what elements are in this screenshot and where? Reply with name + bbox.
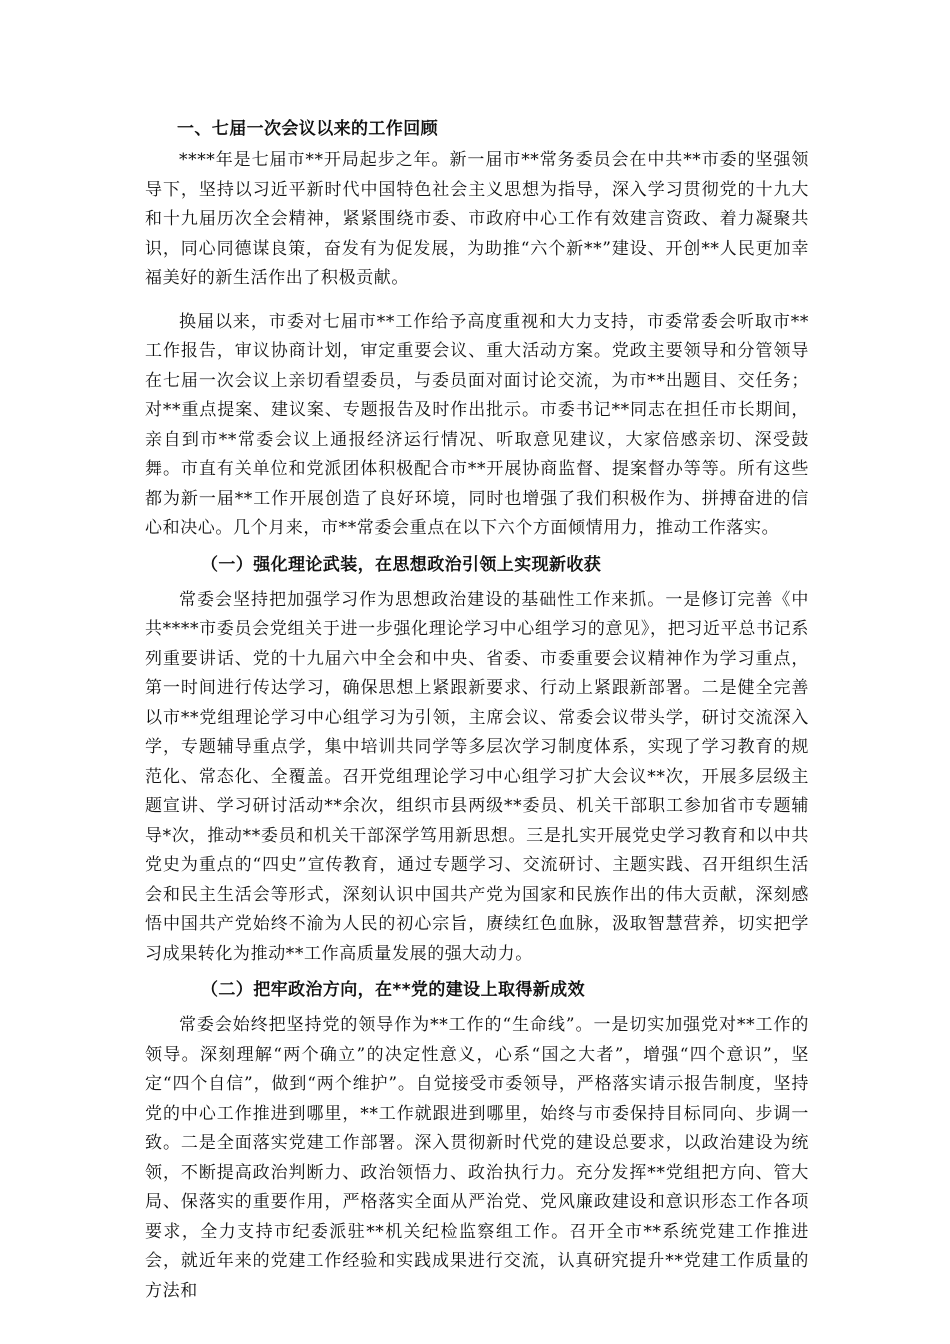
subsection-1-body: 常委会坚持把加强学习作为思想政治建设的基础性工作来抓。一是修订完善《中共****市委员会党组关于进一步强化理论学习中心组学习的意见》，把习近平总书记系列重要讲话、党的十九届六中全会和中央、省委、市委重要会议精神作为学习重点，第一时间进行传达学习，确保思想上紧跟新要求、行动上紧跟新部署。二是健全完善以市**党组理论学习中心组学习为引领，主席会议、常委会议带头学，研讨交流深入学，专题辅导重点学，集中培训共同学等多层次学习制度体系，实现了学习教育的规范化、常态化、全覆盖。召开党组理论学习中心组学习扩大会议**次，开展多层级主题宣讲、学习研讨活动**余次，组织市县两级**委员、机关干部职工参加省市专题辅导*次，推动**委员和机关干部深学笃用新思想。三是扎实开展党史学习教育和以中共党史为重点的“四史”宣传教育，通过专题学习、交流研讨、主题实践、召开组织生活会和民主生活会等形式，深刻认识中国共产党为国家和民族作出的伟大贡献，深刻感悟中国共产党始终不渝为人民的初心宗旨，赓续红色血脉，汲取智慧营养，切实把学习成果转化为推动**工作高质量发展的强大动力。 <box>145 589 809 964</box>
paragraph-intro: ****年是七届市**开局起步之年。新一届市**常务委员会在中共**市委的坚强领导下，坚持以习近平新时代中国特色社会主义思想为指导，深入学习贯彻党的十九大和十九届历次全会精神，紧紧围绕市委、市政府中心工作有效建言资政、着力凝聚共识，同心同德谋良策，奋发有为促发展，为助推“六个新**”建设、开创**人民更加幸福美好的新生活作出了积极贡献。 <box>145 150 809 288</box>
subsection-2-body: 常委会始终把坚持党的领导作为**工作的“生命线”。一是切实加强党对**工作的领导。深刻理解“两个确立”的决定性意义，心系“国之大者”，增强“四个意识”，坚定“四个自信”，做到“两个维护”。自觉接受市委领导，严格落实请示报告制度，坚持党的中心工作推进到哪里，**工作就跟进到哪里，始终与市委保持目标同向、步调一致。二是全面落实党建工作部署。深入贯彻新时代党的建设总要求，以政治建设为统领，不断提高政治判断力、政治领悟力、政治执行力。充分发挥**党组把方向、管大局、保落实的重要作用，严格落实全面从严治党、党风廉政建设和意识形态工作各项要求，全力支持市纪委派驻**机关纪检监察组工作。召开全市**系统党建工作推进会，就近年来的党建工作经验和实践成果进行交流，认真研究提升**党建工作质量的方法和 <box>145 1015 809 1301</box>
document-page <box>145 112 809 1306</box>
paragraph-support: 换届以来，市委对七届市**工作给予高度重视和大力支持，市委常委会听取市**工作报告，审议协商计划，审定重要会议、重大活动方案。党政主要领导和分管领导在七届一次会议上亲切看望委员，与委员面对面讨论交流，为市**出题目、交任务；对**重点提案、建议案、专题报告及时作出批示。市委书记**同志在担任市长期间，亲自到市**常委会议上通报经济运行情况、听取意见建议，大家倍感亲切、深受鼓舞。市直有关单位和党派团体积极配合市**开展协商监督、提案督办等等。所有这些都为新一届**工作开展创造了良好环境，同时也增强了我们积极作为、拼搏奋进的信心和决心。几个月来，市**常委会重点在以下六个方面倾情用力，推动工作落实。 <box>145 311 809 538</box>
section-title: 一、七届一次会议以来的工作回顾 <box>177 119 438 139</box>
paragraph-gap <box>145 294 809 308</box>
subsection-2-title: （二）把牢政治方向，在**党的建设上取得新成效 <box>201 980 585 1000</box>
subsection-1-title: （一）强化理论武装，在思想政治引领上实现新收获 <box>201 554 602 575</box>
